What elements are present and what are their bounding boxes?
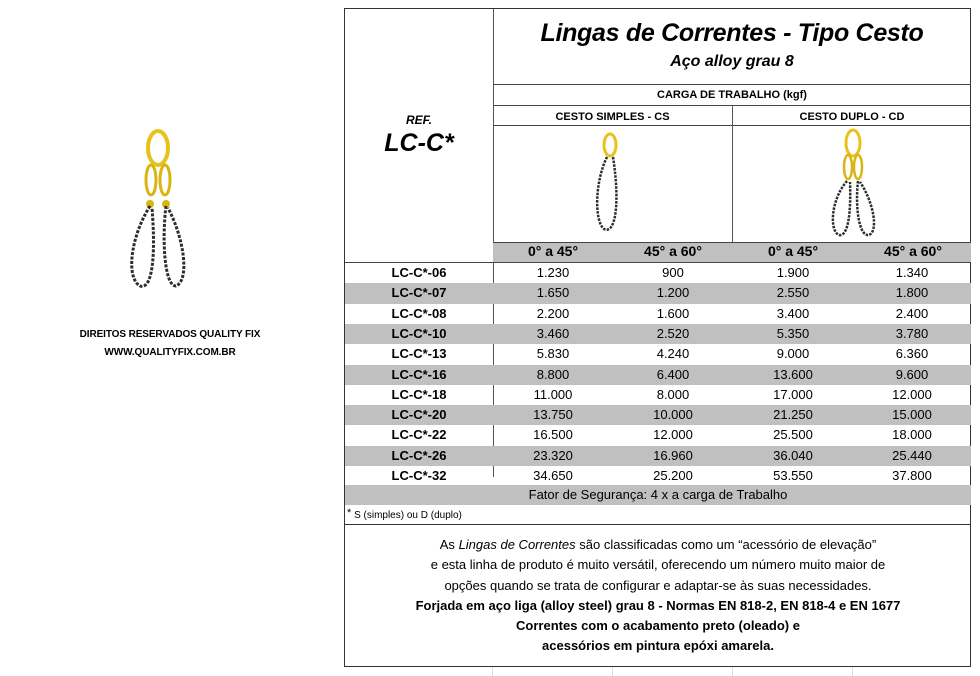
group-header-simple: CESTO SIMPLES - CS	[555, 111, 670, 123]
cell-value: 10.000	[653, 407, 693, 423]
cell-value: 2.520	[656, 325, 690, 341]
cell-value: 2.550	[776, 285, 810, 301]
cell-value: 13.600	[773, 366, 813, 382]
cell-value: 2.400	[895, 305, 929, 321]
cell-value: 36.040	[773, 447, 813, 463]
description-line-1: As Lingas de Correntes são classificadas como um “acessório de elevação”	[439, 537, 877, 552]
table-row	[345, 365, 971, 385]
table-row	[345, 385, 971, 405]
cell-value: 25.440	[892, 447, 932, 463]
single-basket-sling-icon	[590, 131, 630, 239]
cell-value: 16.960	[653, 447, 693, 463]
cell-value: 53.550	[773, 468, 813, 483]
cell-value: 16.500	[533, 427, 573, 443]
table-row	[345, 304, 971, 324]
cell-value: 13.750	[533, 407, 573, 423]
cell-value: 2.200	[536, 305, 570, 321]
cell-value: 6.400	[656, 366, 690, 382]
table-row	[345, 425, 971, 445]
table-row	[345, 446, 971, 466]
cell-value: 23.320	[533, 447, 573, 463]
ref-code: LC-C*	[384, 129, 454, 157]
divider	[852, 667, 853, 676]
safety-factor: Fator de Segurança: 4 x a carga de Trabalho	[345, 485, 971, 505]
cell-value: 6.360	[895, 346, 929, 362]
cell-value: 3.460	[536, 325, 570, 341]
row-ref: LC-C*-22	[391, 427, 447, 443]
angle-header-cs-low: 0° a 45°	[527, 243, 579, 259]
footnote-text: S (simples) ou D (duplo)	[354, 510, 462, 521]
divider	[345, 524, 971, 525]
row-ref: LC-C*-07	[391, 285, 447, 301]
product-image-double-basket-sling	[118, 128, 198, 298]
divider	[732, 667, 733, 676]
website-link[interactable]: WWW.QUALITYFIX.COM.BR	[104, 347, 236, 358]
table-row	[345, 405, 971, 425]
row-ref: LC-C*-32	[391, 468, 447, 483]
cell-value: 18.000	[892, 427, 932, 443]
cell-value: 12.000	[892, 386, 932, 402]
table-row	[345, 344, 971, 364]
table-row	[345, 263, 971, 283]
cell-value: 8.800	[536, 366, 570, 382]
row-ref: LC-C*-10	[391, 325, 447, 341]
cell-value: 17.000	[773, 386, 813, 402]
cell-value: 900	[662, 265, 684, 280]
description-standards: Forjada em aço liga (alloy steel) grau 8 - Normas EN 818-2, EN 818-4 e EN 1677	[415, 597, 901, 613]
table-row	[345, 283, 971, 303]
angle-header-cs-high: 45° a 60°	[644, 243, 702, 259]
cell-value: 25.200	[653, 468, 693, 483]
cell-value: 1.230	[536, 265, 570, 280]
cell-value: 11.000	[533, 386, 573, 402]
row-ref: LC-C*-18	[391, 386, 447, 402]
cell-value: 1.650	[536, 285, 570, 301]
angle-header-cd-high: 45° a 60°	[884, 243, 942, 259]
cell-value: 9.600	[895, 366, 929, 382]
footnote-mark: *	[347, 507, 352, 519]
double-basket-image	[823, 127, 883, 239]
row-ref: LC-C*-08	[391, 305, 447, 321]
row-ref: LC-C*-13	[391, 346, 447, 362]
page-title: Lingas de Correntes - Tipo Cesto	[540, 19, 924, 47]
description-finish-1: Correntes com o acabamento preto (oleado) e	[516, 618, 800, 634]
divider	[612, 667, 613, 676]
cell-value: 25.500	[773, 427, 813, 443]
row-ref: LC-C*-16	[391, 366, 447, 382]
description	[345, 535, 971, 657]
cell-value: 21.250	[773, 407, 813, 423]
cell-value: 5.350	[776, 325, 810, 341]
cell-value: 15.000	[892, 407, 932, 423]
cell-value: 34.650	[533, 468, 573, 483]
cell-value: 5.830	[536, 346, 570, 362]
description-line-3: opções quando se trata de configurar e adaptar-se às suas necessidades.	[444, 577, 872, 593]
single-basket-image	[590, 131, 630, 239]
table-row	[345, 466, 971, 486]
table-row	[345, 324, 971, 344]
cell-value: 1.340	[895, 265, 929, 280]
divider	[492, 667, 493, 676]
footnote	[347, 507, 462, 521]
chain-sling-icon	[118, 128, 198, 298]
row-ref: LC-C*-06	[391, 265, 447, 280]
load-heading: CARGA DE TRABALHO (kgf)	[657, 89, 807, 101]
load-table	[344, 8, 971, 667]
cell-value: 1.800	[895, 285, 929, 301]
page-subtitle: Aço alloy grau 8	[670, 53, 794, 70]
row-ref: LC-C*-26	[391, 447, 447, 463]
ref-label: REF.	[405, 113, 432, 127]
cell-value: 4.240	[656, 346, 690, 362]
cell-value: 3.780	[895, 325, 929, 341]
copyright-text: DIREITOS RESERVADOS QUALITY FIX	[79, 329, 261, 340]
cell-value: 3.400	[776, 305, 810, 321]
divider	[732, 105, 733, 242]
product-name-italic: Lingas de Correntes	[458, 537, 576, 552]
description-line-2: e esta linha de produto é muito versátil, oferecendo um número muito maior de	[430, 557, 886, 573]
cell-value: 8.000	[656, 386, 690, 402]
angle-header-cd-low: 0° a 45°	[767, 243, 819, 259]
divider	[493, 84, 971, 85]
cell-value: 37.800	[892, 468, 932, 483]
description-finish-2: acessórios em pintura epóxi amarela.	[542, 638, 774, 654]
cell-value: 9.000	[776, 346, 810, 362]
double-basket-sling-icon	[823, 127, 883, 239]
cell-value: 1.600	[656, 305, 690, 321]
row-ref: LC-C*-20	[391, 407, 447, 423]
group-header-double: CESTO DUPLO - CD	[799, 111, 905, 123]
cell-value: 1.200	[656, 285, 690, 301]
cell-value: 1.900	[776, 265, 810, 280]
cell-value: 12.000	[653, 427, 693, 443]
